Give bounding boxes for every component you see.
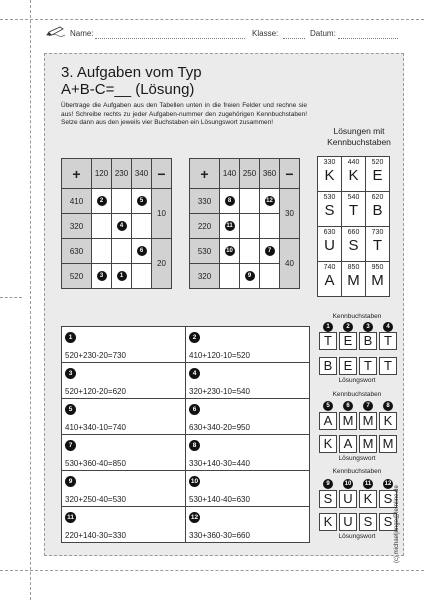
task-number-icon: 1 <box>65 332 76 343</box>
task-item: 8 330+140-30=440 <box>186 435 310 471</box>
cell <box>240 264 260 289</box>
task-number-icon: 3 <box>363 322 373 332</box>
minus-sign: − <box>280 159 300 189</box>
task-number-icon: 4 <box>383 322 393 332</box>
cut-line-top <box>0 19 424 20</box>
task-item: 2 410+120-10=520 <box>186 327 310 363</box>
loesungswort-label: Lösungswort <box>338 533 376 540</box>
letter-box[interactable]: S <box>319 490 337 508</box>
worksheet <box>44 53 404 556</box>
cell <box>220 264 240 289</box>
task-number-icon: 8 <box>225 196 235 206</box>
task-number-icon: 8 <box>383 401 393 411</box>
word-letter-box[interactable]: U <box>339 513 357 531</box>
task-number-icon: 10 <box>344 481 352 487</box>
task-item: 5 410+340-10=740 <box>62 399 186 435</box>
fold-line-left <box>30 0 31 600</box>
cell <box>260 189 280 214</box>
solution-cell: 740 A <box>318 262 342 297</box>
task-item: 9 320+250-40=530 <box>62 471 186 507</box>
task-number-row <box>319 479 401 490</box>
cell <box>132 239 152 264</box>
cell <box>240 214 260 239</box>
name-label: Name: <box>70 29 94 38</box>
task-number-icon: 2 <box>97 196 107 206</box>
date-field[interactable] <box>338 38 398 39</box>
col-header: 360 <box>260 159 280 189</box>
col-header: 230 <box>112 159 132 189</box>
task-number-icon: 8 <box>189 440 200 451</box>
task-number-icon: 11 <box>226 223 233 229</box>
solution-cell: 540 T <box>342 192 366 227</box>
task-item: 12 330+360-30=660 <box>186 507 310 543</box>
subtract-value: 30 <box>280 189 300 239</box>
cell <box>112 264 132 289</box>
row-header: 410 <box>62 189 92 214</box>
cut-line-bottom <box>0 570 424 571</box>
task-item: 7 530+360-40=850 <box>62 435 186 471</box>
task-number-icon: 5 <box>323 401 333 411</box>
task-number-icon: 11 <box>65 512 76 523</box>
solution-cell: 730 T <box>366 227 390 262</box>
worksheet-title: 3. Aufgaben vom Typ A+B-C=__ (Lösung) <box>61 64 202 98</box>
task-number-icon: 6 <box>343 401 353 411</box>
task-number-icon: 9 <box>245 271 255 281</box>
date-label: Datum: <box>310 29 336 38</box>
task-number-icon: 9 <box>323 479 333 489</box>
col-header: 340 <box>132 159 152 189</box>
letter-box[interactable]: A <box>319 412 337 430</box>
cell <box>220 214 240 239</box>
task-number-icon: 5 <box>137 196 147 206</box>
class-field[interactable] <box>283 38 305 39</box>
letter-boxes <box>319 412 401 430</box>
task-number-icon: 3 <box>97 271 107 281</box>
word-letter-box[interactable]: K <box>319 513 337 531</box>
kennbuchstaben-label: Kennbuchstaben <box>332 313 382 320</box>
row-header: 630 <box>62 239 92 264</box>
solution-cell: 660 S <box>342 227 366 262</box>
task-item: 6 630+340-20=950 <box>186 399 310 435</box>
loesungswort-label: Lösungswort <box>338 455 376 462</box>
task-item: 4 320+230-10=540 <box>186 363 310 399</box>
instructions: Übertrage die Aufgaben aus den Tabellen unten in die freien Felder und rechne sie aus! Schreibe rechts zu jeder Aufgaben-nummer den zugehörigen Kennbuchstaben! Setze dann aus den jeweils vier Buchstaben ein Lösungswort zusammen! <box>61 102 307 127</box>
solution-cell: 440 K <box>342 157 366 192</box>
word-letter-box[interactable]: E <box>339 357 357 375</box>
cell <box>112 239 132 264</box>
solutions-grid <box>317 156 390 297</box>
cell <box>132 189 152 214</box>
word-letter-box[interactable]: T <box>359 357 377 375</box>
cell <box>92 239 112 264</box>
cell <box>92 189 112 214</box>
calc-table-right <box>189 158 300 289</box>
letter-box[interactable]: T <box>379 332 397 350</box>
kennbuchstaben-label: Kennbuchstaben <box>332 468 382 475</box>
task-item: 3 520+120-20=620 <box>62 363 186 399</box>
letter-box[interactable]: K <box>359 490 377 508</box>
solution-cell: 950 M <box>366 262 390 297</box>
task-number-icon: 6 <box>189 404 200 415</box>
cell <box>132 214 152 239</box>
cell <box>92 264 112 289</box>
cell <box>92 214 112 239</box>
task-number-icon: 7 <box>265 246 275 256</box>
word-boxes <box>319 357 401 375</box>
punch-mark <box>0 297 22 298</box>
task-number-icon: 1 <box>323 322 333 332</box>
cell <box>260 264 280 289</box>
row-header: 520 <box>62 264 92 289</box>
cell <box>220 239 240 264</box>
task-number-icon: 7 <box>363 401 373 411</box>
task-number-icon: 12 <box>384 481 392 487</box>
solutions-heading: Lösungen mit Kennbuchstaben <box>327 126 391 147</box>
col-header: 140 <box>220 159 240 189</box>
letter-boxes <box>319 332 401 350</box>
word-letter-box[interactable]: S <box>379 513 397 531</box>
class-label: Klasse: <box>252 29 279 38</box>
row-header: 330 <box>190 189 220 214</box>
task-number-icon: 7 <box>65 440 76 451</box>
task-number-icon: 6 <box>137 246 147 256</box>
kennbuchstaben-label: Kennbuchstaben <box>332 391 382 398</box>
word-letter-box[interactable]: M <box>359 435 377 453</box>
name-field[interactable] <box>95 38 245 39</box>
letter-box[interactable]: M <box>339 412 357 430</box>
word-boxes <box>319 513 401 531</box>
task-number-icon: 12 <box>190 514 199 522</box>
word-letter-box[interactable]: M <box>379 435 397 453</box>
word-letter-box[interactable]: B <box>319 357 337 375</box>
task-item: 11 220+140-30=330 <box>62 507 186 543</box>
solution-cell: 630 U <box>318 227 342 262</box>
cell <box>112 189 132 214</box>
letter-box[interactable]: U <box>339 490 357 508</box>
subtract-value: 40 <box>280 239 300 289</box>
letter-box[interactable]: T <box>319 332 337 350</box>
pencil-icon <box>46 26 66 37</box>
col-header: 250 <box>240 159 260 189</box>
letter-box[interactable]: K <box>379 412 397 430</box>
loesungswort-label: Lösungswort <box>338 377 376 384</box>
task-number-icon: 3 <box>65 368 76 379</box>
task-list <box>61 326 310 543</box>
word-letter-box[interactable]: S <box>359 513 377 531</box>
task-number-icon: 4 <box>189 368 200 379</box>
letter-boxes <box>319 490 401 508</box>
solution-cell: 530 S <box>318 192 342 227</box>
solution-cell: 850 M <box>342 262 366 297</box>
solution-cell: 520 E <box>366 157 390 192</box>
row-header: 530 <box>190 239 220 264</box>
calc-table-left <box>61 158 172 289</box>
cell <box>240 239 260 264</box>
letter-box[interactable]: B <box>359 332 377 350</box>
subtract-value: 10 <box>152 189 172 239</box>
task-item: 1 520+230-20=730 <box>62 327 186 363</box>
word-letter-box[interactable]: K <box>319 435 337 453</box>
task-number-icon: 1 <box>117 271 127 281</box>
solution-cell: 620 B <box>366 192 390 227</box>
cell <box>220 189 240 214</box>
copyright-note: (c) michaeljunge@lernline.de <box>394 485 400 563</box>
solution-cell: 330 K <box>318 157 342 192</box>
word-letter-box[interactable]: A <box>339 435 357 453</box>
task-number-icon: 4 <box>117 221 127 231</box>
task-number-icon: 2 <box>189 332 200 343</box>
task-number-icon: 12 <box>266 198 273 204</box>
task-number-icon: 11 <box>364 481 372 487</box>
task-item: 10 530+140-40=630 <box>186 471 310 507</box>
minus-sign: − <box>152 159 172 189</box>
cell <box>112 214 132 239</box>
row-header: 320 <box>62 214 92 239</box>
letter-box[interactable]: M <box>359 412 377 430</box>
task-number-icon: 10 <box>190 478 199 486</box>
row-header: 320 <box>190 264 220 289</box>
cell <box>260 239 280 264</box>
plus-sign: + <box>190 159 220 189</box>
col-header: 120 <box>92 159 112 189</box>
letter-box[interactable]: S <box>379 490 397 508</box>
cell <box>132 264 152 289</box>
task-number-icon: 5 <box>65 404 76 415</box>
word-letter-box[interactable]: T <box>379 357 397 375</box>
task-number-icon: 2 <box>343 322 353 332</box>
task-number-icon: 9 <box>65 476 76 487</box>
subtract-value: 20 <box>152 239 172 289</box>
word-boxes <box>319 435 401 453</box>
letter-box[interactable]: E <box>339 332 357 350</box>
cell <box>240 189 260 214</box>
task-number-row <box>319 401 401 412</box>
cell <box>260 214 280 239</box>
task-number-icon: 10 <box>226 248 233 254</box>
row-header: 220 <box>190 214 220 239</box>
plus-sign: + <box>62 159 92 189</box>
